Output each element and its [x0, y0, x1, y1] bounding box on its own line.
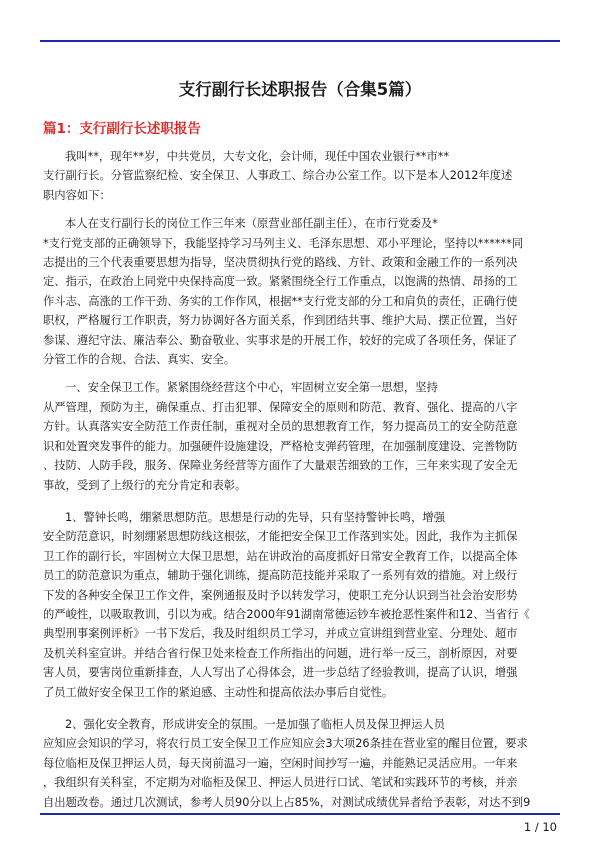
body-line: 职内容如下： [43, 188, 111, 202]
body-line: 卫工作的副行长，牢固树立大保卫思想，站在讲政治的高度抓好日常安全教育工作，以提高全体 [43, 549, 518, 563]
header-rule [40, 40, 560, 42]
body-line: 职权，严格履行工作职责，努力协调好各方面关系，作到团结共事、维护大局、摆正位置，当好 [43, 314, 518, 328]
body-line: 了员工做好安全保卫工作的紧迫感、主动性和提高依法办事后自觉性。 [43, 685, 394, 699]
body-line: 应知应会知识的学习，将农行员工安全保卫工作应知应会3大项26条挂在营业室的醒目位置，要求 [43, 737, 528, 751]
body-line: 员工的防范意识为重点，辅助于强化训练，提高防范技能并采取了一系列有效的措施。对上级行 [43, 569, 518, 583]
body-line: 自出题改卷。通过几次测试，参考人员90分以上占85%，对测试成绩优异者给予表彰，对达不到9 [43, 795, 531, 809]
footer-rule [40, 813, 560, 815]
body-line: 及机关科室宣讲。并结合省行保卫处来检查工作所指出的问题，进行举一反三，剖析原因，对要 [43, 646, 518, 660]
body-line: 下发的各种安全保卫工作文件，案例通报及时予以转发学习，使职工充分认识到当社会治安形势 [43, 588, 518, 602]
body-line: 方针。认真落实安全防范工作责任制，重视对全员的思想教育工作，努力提高员工的安全防范意 [43, 420, 518, 434]
body-line: 典型刑事案例评析》一书下发后，我及时组织员工学习，并成立宣讲组到营业室、分理处、超市 [43, 627, 518, 641]
body-line: 1、警钟长鸣，绷紧思想防范。思想是行动的先导，只有坚持警钟长鸣，增强 [65, 510, 445, 524]
body-line: 每位临柜及保卫押运人员，每天岗前温习一遍，空闲时间抄写一遍，并能熟记灵活应用。一年来 [43, 756, 518, 770]
section-heading: 篇1：支行副行长述职报告 [43, 121, 201, 137]
body-line: 一、安全保卫工作。紧紧围绕经营这个中心，牢固树立安全第一思想，坚持 [65, 381, 438, 395]
page-indicator: 1 / 10 [523, 820, 557, 834]
body-line: 本人在支行副行长的岗位工作三年来（原营业部任副主任），在市行党委及* [65, 217, 438, 231]
body-line: 识和处置突发事件的能力。加强硬件设施建设，严格枪支弹药管理，在加强制度建设、完善物防 [43, 439, 518, 453]
body-line: 作斗志、高涨的工作干劲、务实的工作作风，根据**支行党支部的分工和肩负的责任，正确行使 [43, 294, 518, 308]
body-line: 、技防、人防手段，服务、保障业务经营等方面作了大量艰苦细致的工作，三年来实现了安全无 [43, 459, 518, 473]
body-line: 害人员，要害岗位重新排查，人人写出了心得体会，进一步总结了经验教训，提高了认识，增强 [43, 666, 518, 680]
body-line: 的严峻性，以吸取教训，引以为戒。结合2000年91湖南常德运钞车被抢恶性案件和12、当省行《 [43, 607, 530, 621]
body-line: 2、强化安全教育，形成讲安全的氛围。一是加强了临柜人员及保卫押运人员 [65, 717, 445, 731]
document-body [43, 147, 557, 812]
body-line: 我叫**，现年**岁，中共党员，大专文化，会计师，现任中国农业银行**市** [65, 150, 450, 163]
body-line: ，我组织有关科室，不定期为对临柜及保卫、押运人员进行口试、笔试和实践环节的考核，并亲 [43, 776, 518, 790]
body-line: 志提出的三个代表重要思想为指导，坚决贯彻执行党的路线、方针、政策和金融工作的一系列决 [43, 256, 518, 270]
body-line: 参谋、遵纪守法、廉洁奉公、勤奋敬业、实事求是的开展工作，较好的完成了各项任务，保证了 [43, 333, 518, 347]
body-line: *支行党支部的正确领导下，我能坚持学习马列主义、毛泽东思想、邓小平理论，坚持以******同 [43, 236, 524, 250]
body-line: 支行副行长。分管监察纪检、安全保卫、人事政工、综合办公室工作。以下是本人2012年度述 [43, 169, 513, 183]
body-line: 分管工作的合规、合法、真实、安全。 [43, 353, 236, 367]
body-line: 从严管理，预防为主，确保重点、打击犯罪、保障安全的原则和防范、教育、强化、提高的八字 [43, 400, 518, 414]
body-line: 事故，受到了上级行的充分肯定和表彰。 [43, 478, 247, 492]
body-line: 安全防范意识，时刻绷紧思想防线这根弦，才能把安全保卫工作落到实处。因此，我作为主抓保 [43, 530, 518, 544]
body-line: 定、指示，在政治上同党中央保持高度一致。紧紧围绕全行工作重点，以饱满的热情、昂扬的工 [43, 275, 518, 289]
document-title: 支行副行长述职报告（合集5篇） [178, 80, 422, 99]
